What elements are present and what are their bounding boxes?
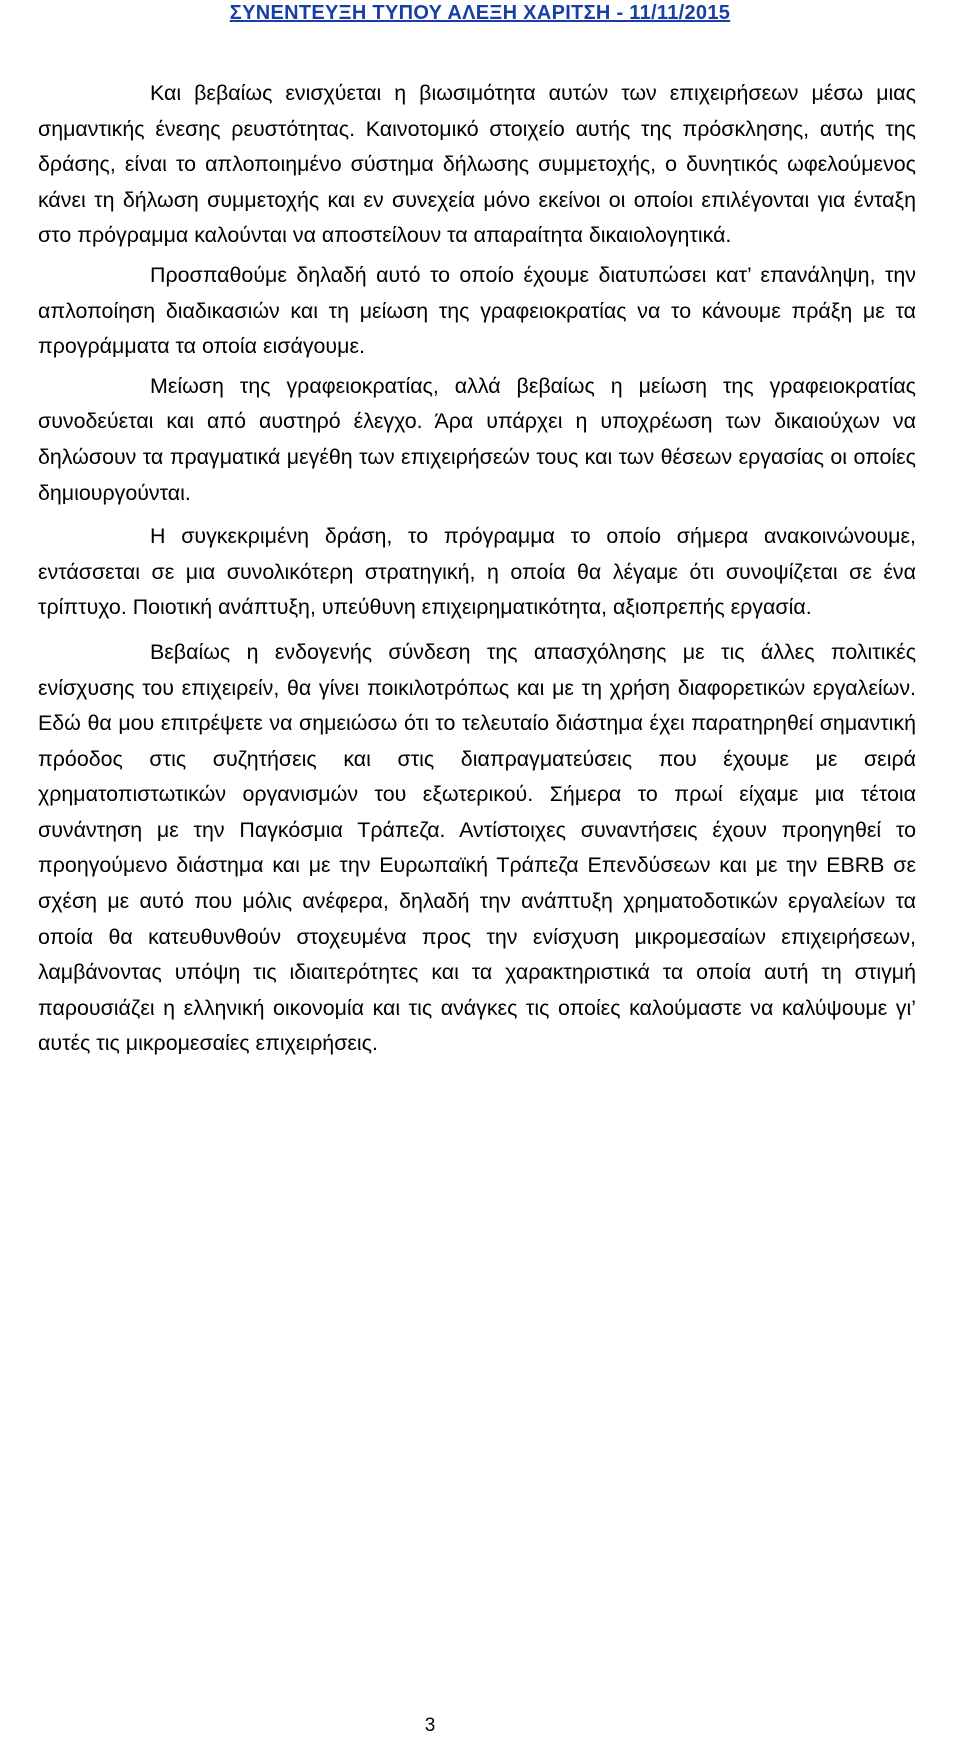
page-number: 3 [424, 1715, 436, 1736]
paragraph: Προσπαθούμε δηλαδή αυτό το οποίο έχουμε διατυπώσει κατ’ επανάληψη, την απλοποίηση διαδικασιών και τη μείωση της γραφειοκρατίας να το κάνουμε πράξη με τα προγράμματα τα οποία εισάγουμε. [38, 262, 916, 359]
paragraph: Βεβαίως η ενδογενής σύνδεση της απασχόλησης με τις άλλες πολιτικές ενίσχυσης του επιχειρείν, θα γίνει ποικιλοτρόπως και με τη χρήση διαφορετικών εργαλείων. Εδώ θα μου επιτρέψετε να σημειώσω ότι το τελευταίο διάστημα έχει παρατηρηθεί σημαντική πρόοδος στις συζητήσεις και στις διαπραγματεύσεις που έχουμε με σειρά χρηματοπιστωτικών οργανισμών του εξωτερικού. Σήμερα το πρωί είχαμε μια τέτοια συνάντηση με την Παγκόσμια Τράπεζα. Αντίστοιχες συναντήσεις έχουν προηγηθεί το προηγούμενο διάστημα και με την Ευρωπαϊκή Τράπεζα Επενδύσεων και με την EBRB σε σχέση με αυτό που μόλις ανέφερα, δηλαδή την ανάπτυξη χρηματοδοτικών εργαλείων τα οποία θα κατευθυνθούν στοχευμένα προς την ενίσχυση μικρομεσαίων επιχειρήσεων, λαμβάνοντας υπόψη τις ιδιαιτερότητες και τα χαρακτηριστικά τα οποία αυτή τη στιγμή παρουσιάζει η ελληνική οικονομία και τις ανάγκες τις οποίες καλούμαστε να καλύψουμε γι’ αυτές τις μικρομεσαίες επιχειρήσεις. [38, 639, 916, 1056]
paragraph: Μείωση της γραφειοκρατίας, αλλά βεβαίως η μείωση της γραφειοκρατίας συνοδεύεται και από αυστηρό έλεγχο. Άρα υπάρχει η υποχρέωση των δικαιούχων να δηλώσουν τα πραγματικά μεγέθη των επιχειρήσεών τους και των θέσεων εργασίας οι οποίες δημιουργούνται. [38, 373, 916, 505]
document-body [38, 76, 916, 1066]
paragraph: Η συγκεκριμένη δράση, το πρόγραμμα το οποίο σήμερα ανακοινώνουμε, εντάσσεται σε μια συνολικότερη στρατηγική, η οποία θα λέγαμε ότι συνοψίζεται σε ένα τρίπτυχο. Ποιοτική ανάπτυξη, υπεύθυνη επιχειρηματικότητα, αξιοπρεπής εργασία. [38, 524, 916, 620]
paragraph: Και βεβαίως ενισχύεται η βιωσιμότητα αυτών των επιχειρήσεων μέσω μιας σημαντικής ένεσης ρευστότητας. Καινοτομικό στοιχείο αυτής της πρόσκλησης, αυτής της δράσης, είναι το απλοποιημένο σύστημα δήλωσης συμμετοχής, ο δυνητικός ωφελούμενος κάνει τη δήλωση συμμετοχής και εν συνεχεία μόνο εκείνοι οι οποίοι επιλέγονται για ένταξη στο πρόγραμμα καλούνται να αποστείλουν τα απαραίτητα δικαιολογητικά. [38, 81, 916, 248]
document-header-title: ΣΥΝΕΝΤΕΥΞΗ ΤΥΠΟΥ ΑΛΕΞΗ ΧΑΡΙΤΣΗ - 11/11/2015 [229, 2, 731, 24]
